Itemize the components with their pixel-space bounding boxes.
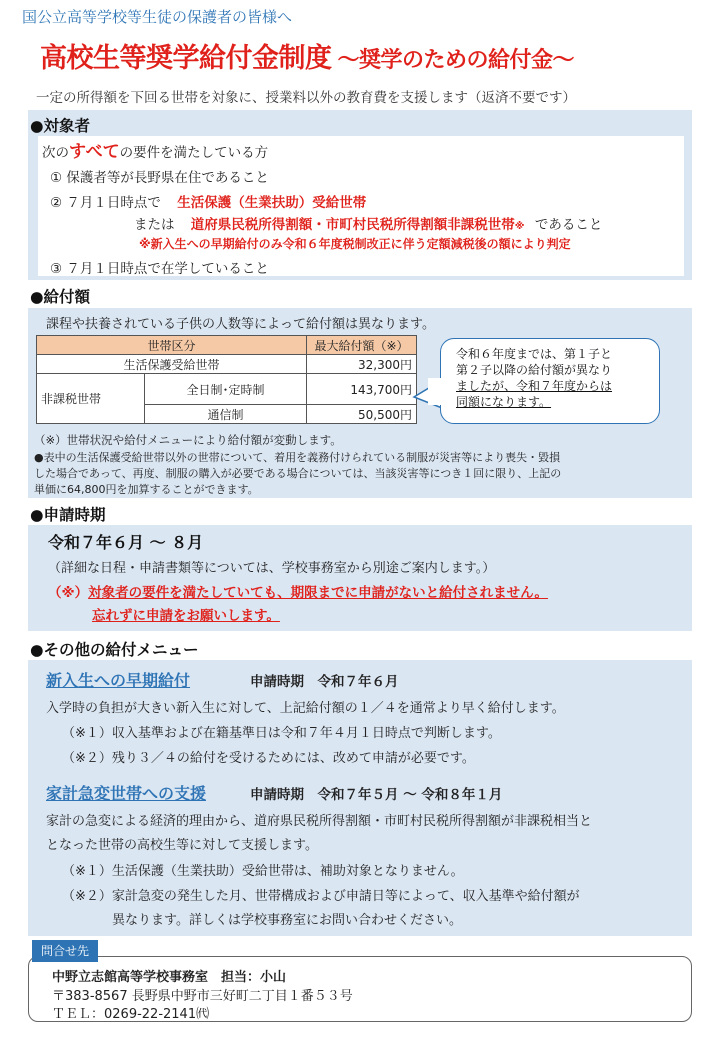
callout-line-2: 第２子以降の給付額が異なり [456, 363, 613, 377]
table-row [37, 374, 417, 405]
requirement-3: ③ ７月１日時点で在学していること [50, 261, 269, 277]
lead-post: の要件を満たしている方 [119, 145, 269, 161]
sudden-change-note-2a: （※２）家計急変の発生した月、世帯構成および申請日等によって、収入基準や給付額が [62, 889, 580, 904]
callout-joint [428, 378, 442, 405]
period-heading: ●申請時期 [30, 506, 106, 524]
sudden-change-title: 家計急変世帯への支援 [46, 784, 207, 803]
sudden-change-note-2b: 異なります。詳しくは学校事務室にお問い合わせください。 [112, 913, 462, 928]
table-header-category: 世帯区分 [37, 336, 307, 355]
amount-note-1: （※）世帯状況や給付メニューにより給付額が変動します。 [34, 433, 342, 447]
row-welfare-value: 32,300円 [307, 355, 417, 374]
early-payment-note-2: （※２）残り３／４の給付を受けるためには、改めて申請が必要です。 [62, 751, 475, 766]
intro-text: 一定の所得額を下回る世帯を対象に、授業料以外の教育費を支援します（返済不要です） [36, 90, 576, 106]
early-payment-desc: 入学時の負担が大きい新入生に対して、上記給付額の１／４を通常より早く給付します。 [46, 701, 565, 716]
audience-line: 国公立高等学校等生徒の保護者の皆様へ [22, 8, 293, 26]
callout-line-4: 同額になります。 [456, 395, 552, 409]
amount-note-2-line-3: 単価に64,800円を加算することができます。 [34, 483, 259, 496]
sudden-change-desc-1: 家計の急変による経済的理由から、道府県民税所得割額・市町村民税所得割額が非課税相当と [46, 814, 593, 829]
row-correspondence-label: 通信制 [145, 405, 307, 424]
amount-table [36, 335, 417, 424]
row-welfare-label: 生活保護受給世帯 [37, 355, 307, 374]
contact-tag: 問合せ先 [32, 940, 98, 962]
warning-line-1: 対象者の要件を満たしていても、期限までに申請がないと給付されません。 [88, 585, 548, 601]
table-row [37, 355, 417, 374]
warning-mark: （※） [48, 585, 89, 601]
page-title [40, 36, 574, 75]
amount-heading: ●給付額 [30, 288, 91, 306]
row-group-nontax: 非課税世帯 [37, 374, 145, 424]
amount-lead: 課程や扶養されている子供の人数等によって給付額は異なります。 [46, 317, 435, 332]
amount-note-2-line-2: した場合であって、再度、制服の購入が必要である場合については、当該災害等につき１回に限り、上記の [34, 467, 562, 480]
lead-emphasis: すべて [69, 142, 120, 162]
sudden-change-desc-2: となった世帯の高校生等に対して支援します。 [46, 838, 318, 853]
eligibility-heading: ●対象者 [30, 117, 91, 135]
lead-pre: 次の [42, 145, 69, 161]
requirement-2 [50, 191, 366, 211]
eligibility-note: ※新入生への早期給付のみ令和６年度税制改正に伴う定額減税後の額により判定 [139, 237, 571, 251]
early-payment-title: 新入生への早期給付 [46, 671, 191, 690]
row-fulltime-value: 143,700円 [307, 374, 417, 405]
early-payment-note-1: （※１）収入基準および在籍基準日は令和７年４月１日時点で判断します。 [62, 726, 501, 741]
amount-note-2-line-1: ●表中の生活保護受給世帯以外の世帯について、着用を義務付けられている制服が災害等により喪失・毀損 [34, 451, 561, 464]
other-heading: ●その他の給付メニュー [30, 641, 199, 659]
row-fulltime-label: 全日制･定時制 [145, 374, 307, 405]
requirement-2-pre: ② ７月１日時点で [50, 195, 161, 211]
table-header-row [37, 336, 417, 355]
early-payment-period: 申請時期 令和７年６月 [250, 674, 399, 690]
contact-address: 〒383-8567 長野県中野市三好町二丁目１番５３号 [52, 989, 353, 1004]
period-warning [48, 581, 548, 601]
requirement-2-nontax: 道府県民税所得割額・市町村民税所得割額非課税世帯 [190, 217, 515, 233]
contact-tel: ＴＥＬ：0269-22-2141㈹ [52, 1007, 210, 1022]
row-correspondence-value: 50,500円 [307, 405, 417, 424]
title-main: 高校生等奨学給付金制度 [40, 43, 332, 74]
sudden-change-note-1: （※１）生活保護（生業扶助）受給世帯は、補助対象となりません。 [62, 864, 464, 879]
requirement-1: ① 保護者等が長野県在住であること [50, 170, 269, 186]
callout-line-3: ましたが、令和７年度からは [456, 379, 613, 393]
table-header-amount: 最大給付額（※） [307, 336, 417, 355]
sudden-change-period: 申請時期 令和７年５月 ～ 令和８年１月 [250, 787, 503, 803]
requirement-2-welfare: 生活保護（生業扶助）受給世帯 [177, 195, 367, 211]
warning-line-2: 忘れずに申請をお願いします。 [92, 608, 280, 624]
title-subtitle: ～奨学のための給付金～ [337, 48, 575, 73]
contact-office: 中野立志館高等学校事務室 担当：小山 [52, 970, 287, 985]
requirement-2-post: であること [534, 217, 603, 233]
requirement-2-mark: ※ [514, 221, 525, 232]
eligibility-lead [42, 137, 268, 162]
requirement-2-or: または [134, 217, 175, 233]
callout-line-1: 令和６年度までは、第１子と [456, 347, 613, 361]
callout-note [440, 338, 660, 424]
period-dates: 令和７年６月 ～ ８月 [48, 533, 204, 552]
period-detail: （詳細な日程・申請書類等については、学校事務室から別途ご案内します。） [48, 561, 496, 576]
requirement-2-alt [134, 213, 602, 233]
